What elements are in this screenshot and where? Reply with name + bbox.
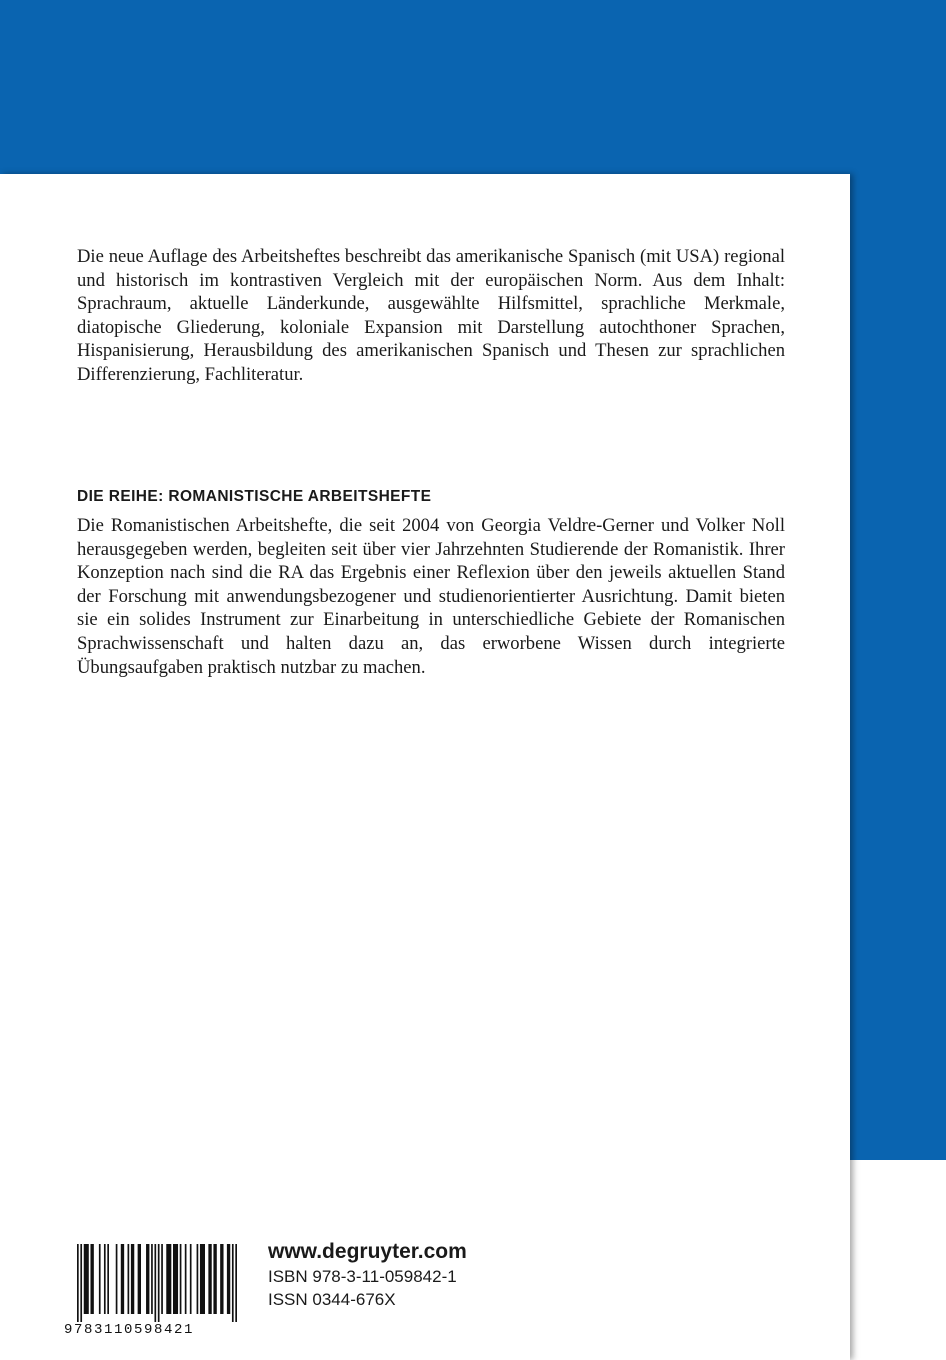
barcode-bar [232, 1244, 234, 1322]
series-heading: DIE REIHE: ROMANISTISCHE ARBEITSHEFTE [77, 488, 432, 505]
back-cover-panel [0, 174, 850, 1360]
barcode-bar [220, 1244, 223, 1314]
barcode-bar [84, 1244, 89, 1314]
barcode-bar [180, 1244, 182, 1314]
barcode-digits: 9783110598421 [64, 1322, 195, 1338]
barcode-bar [121, 1244, 124, 1314]
barcode-bar [154, 1244, 156, 1322]
isbn-number: ISBN 978-3-11-059842-1 [268, 1267, 457, 1286]
isbn-barcode [77, 1244, 237, 1322]
barcode-bar [173, 1244, 178, 1314]
barcode-bar [208, 1244, 211, 1314]
publisher-url[interactable]: www.degruyter.com [268, 1240, 467, 1263]
barcode-bar [190, 1244, 192, 1314]
barcode-bar [200, 1244, 205, 1314]
barcode-bar [235, 1244, 237, 1322]
barcode-bar [116, 1244, 118, 1314]
barcode-bar [197, 1244, 199, 1314]
barcode-bar [131, 1244, 134, 1314]
barcode-bar [90, 1244, 93, 1314]
barcode-bar [166, 1244, 171, 1314]
barcode-bar [161, 1244, 163, 1314]
barcode-bar [146, 1244, 149, 1314]
barcode-bar [80, 1244, 82, 1322]
barcode-bar [158, 1244, 160, 1322]
barcode-bar [185, 1244, 187, 1314]
barcode-bar [151, 1244, 153, 1314]
issn-number: ISSN 0344-676X [268, 1290, 396, 1309]
series-description: Die Romanistischen Arbeitshefte, die seit 2004 von Georgia Veldre-Gerner und Volker Noll herausgegeben werden, begleiten seit über vier Jahrzehnten Studierende der Romanistik. Ihrer Konzeption nach sind die RA das Ergebnis einer Reflexion über den jeweils aktuellen Stand der Forschung mit anwendungsbezogener und studienorientierter Ausrichtung. Damit bieten sie ein solides Instrument zur Einarbeitung in unterschiedliche Gebiete der Romanischen Sprachwissenschaft und halten dazu an, das erworbene Wissen durch integrierte Übungsaufgaben praktisch nutzbar zu machen. [77, 515, 785, 678]
barcode-bar [227, 1244, 230, 1314]
barcode-bar [128, 1244, 130, 1314]
barcode-bar [213, 1244, 216, 1314]
barcode-bar [104, 1244, 106, 1314]
barcode-bar [107, 1244, 109, 1314]
publisher-info [268, 1238, 467, 1311]
barcode-bar [77, 1244, 79, 1322]
book-blurb: Die neue Auflage des Arbeitsheftes beschreibt das amerikanische Spanisch (mit USA) regional und historisch im kontrastiven Vergleich mit der europäischen Norm. Aus dem Inhalt: Sprachraum, aktuelle Länderkunde, ausgewählte Hilfsmittel, sprachliche Merkmale, diatopische Gliederung, koloniale Expansion mit Darstellung autochthoner Sprachen, Hispanisierung, Herausbildung des amerikanischen Spanisch und Thesen zur sprachlichen Differenzierung, Fachliteratur. [77, 246, 785, 385]
barcode-bar [99, 1244, 101, 1314]
barcode-bar [138, 1244, 141, 1314]
